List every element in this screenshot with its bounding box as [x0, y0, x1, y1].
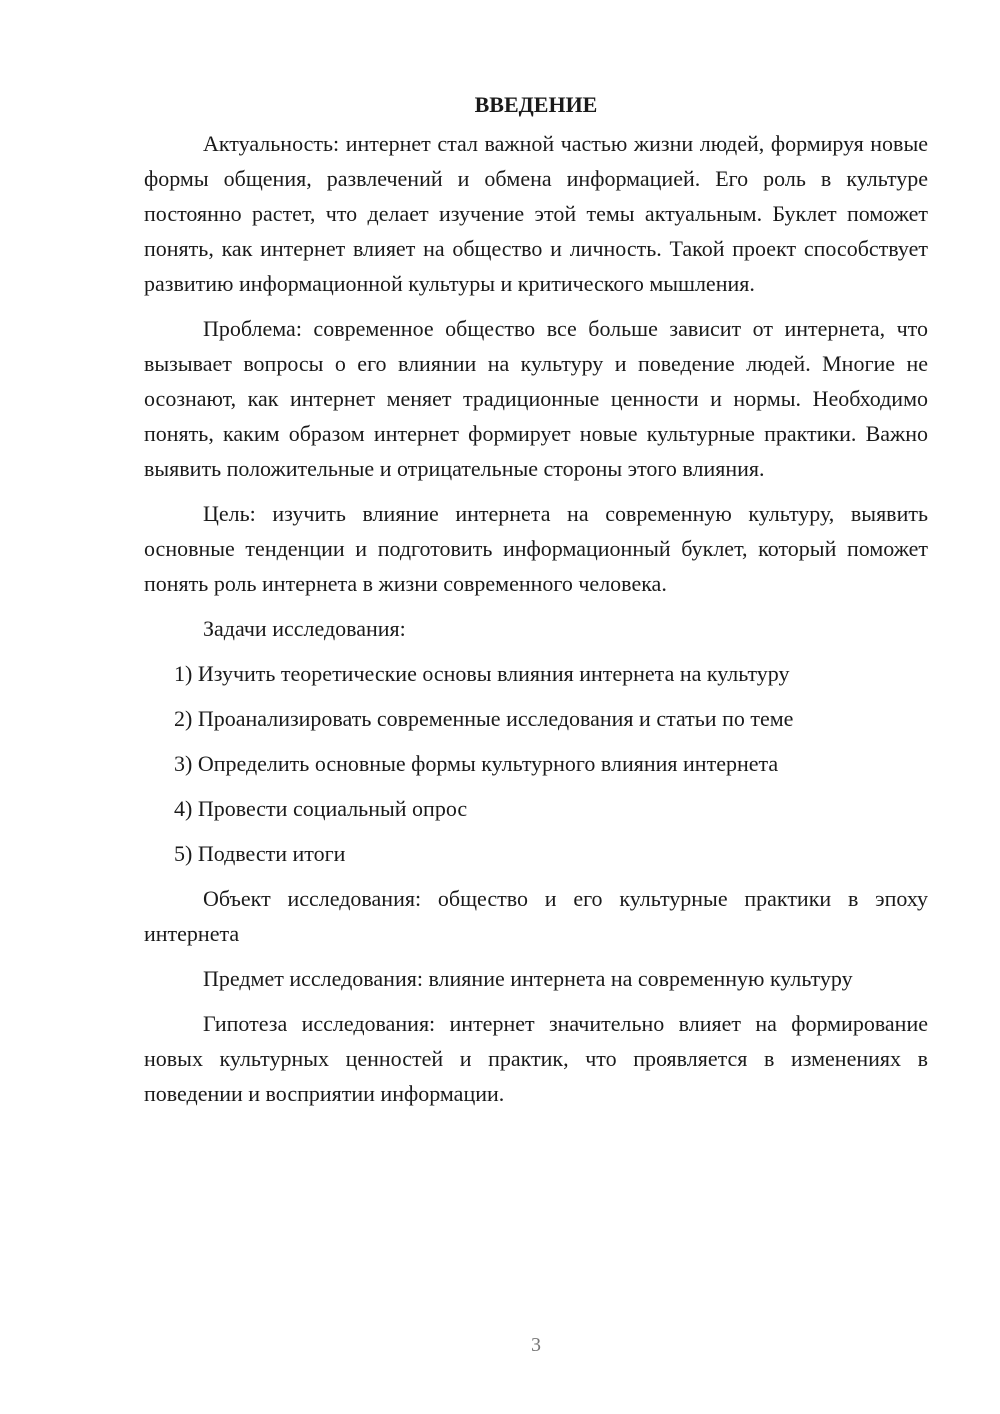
paragraph-relevance: Актуальность: интернет стал важной частью жизни людей, формируя новые формы общения, развлечений и обмена информацией. Его роль в культуре постоянно растет, что делает изучение этой темы актуальным. Буклет поможет понять, как интернет влияет на общество и личность. Такой проект способствует развитию информационной культуры и критического мышления.: [144, 131, 928, 296]
list-item: 3) Определить основные формы культурного влияния интернета: [174, 751, 779, 776]
paragraph-subject: Предмет исследования: влияние интернета на современную культуру: [203, 966, 853, 991]
document-page: [144, 90, 928, 1121]
list-item: 5) Подвести итоги: [174, 841, 346, 866]
paragraph-problem: Проблема: современное общество все больше зависит от интернета, что вызывает вопросы о его влиянии на культуру и поведение людей. Многие не осознают, как интернет меняет традиционные ценности и нормы. Необходимо понять, каким образом интернет формирует новые культурные практики. Важно выявить положительные и отрицательные стороны этого влияния.: [144, 316, 928, 481]
paragraph-hypothesis: Гипотеза исследования: интернет значительно влияет на формирование новых культурных ценностей и практик, что проявляется в изменениях в поведении и восприятии информации.: [144, 1011, 928, 1106]
paragraph-goal: Цель: изучить влияние интернета на современную культуру, выявить основные тенденции и подготовить информационный буклет, который поможет понять роль интернета в жизни современного человека.: [144, 501, 928, 596]
tasks-list: [144, 656, 928, 871]
list-item: 1) Изучить теоретические основы влияния интернета на культуру: [174, 661, 790, 686]
paragraph-object: Объект исследования: общество и его культурные практики в эпоху интернета: [144, 886, 928, 946]
list-item: 2) Проанализировать современные исследования и статьи по теме: [174, 706, 794, 731]
list-item: 4) Провести социальный опрос: [174, 796, 468, 821]
tasks-heading: Задачи исследования:: [203, 616, 406, 641]
page-title: ВВЕДЕНИЕ: [474, 92, 598, 117]
page-number: 3: [531, 1334, 541, 1356]
